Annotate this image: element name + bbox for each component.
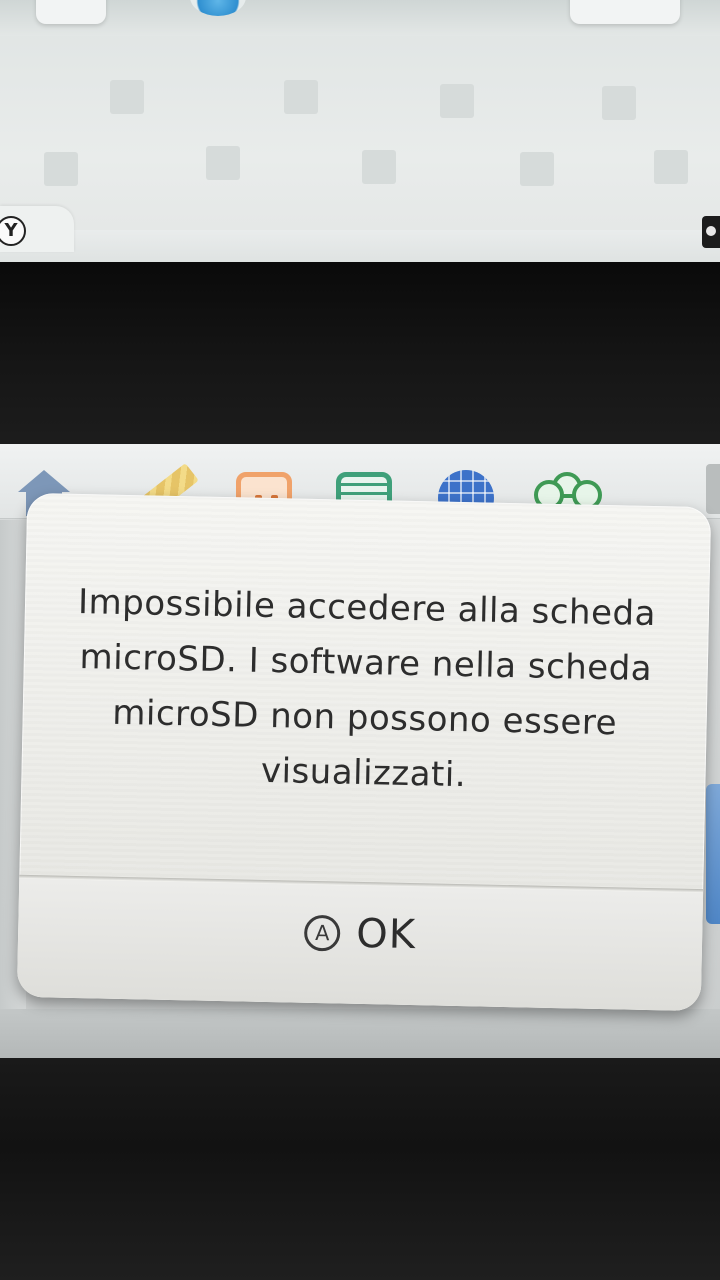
y-button[interactable]: [0, 206, 74, 252]
background-tile: [44, 152, 78, 186]
device-hinge: [0, 262, 720, 452]
home-roof-shape: [18, 470, 70, 492]
top-screen-bottom-bar: [0, 230, 720, 262]
background-tile: [362, 150, 396, 184]
background-tile: [284, 80, 318, 114]
background-tile: [654, 150, 688, 184]
background-tile: [440, 84, 474, 118]
right-scroll-edge: [706, 784, 720, 924]
lower-bezel: [0, 1058, 720, 1280]
background-tile: [520, 152, 554, 186]
ok-button-label: OK: [355, 910, 417, 959]
dialog-footer: [17, 879, 703, 1011]
shelf-item: [170, 0, 282, 24]
shelf-item: [570, 0, 680, 24]
background-tile: [602, 86, 636, 120]
y-button-icon: Y: [0, 216, 26, 246]
camera-icon[interactable]: [702, 216, 720, 248]
error-dialog: [17, 493, 711, 1011]
top-screen: [0, 0, 720, 262]
ok-button[interactable]: [17, 879, 703, 989]
shelf-item: [36, 0, 106, 24]
background-tile: [110, 80, 144, 114]
a-button-icon: A: [304, 915, 341, 952]
background-tile: [206, 146, 240, 180]
dialog-body: [19, 493, 711, 889]
bottom-screen-strip: [0, 1009, 720, 1058]
dialog-message: Impossibile accedere alla scheda microSD. I software nella scheda microSD non possono essere visualizzati.: [77, 581, 657, 796]
